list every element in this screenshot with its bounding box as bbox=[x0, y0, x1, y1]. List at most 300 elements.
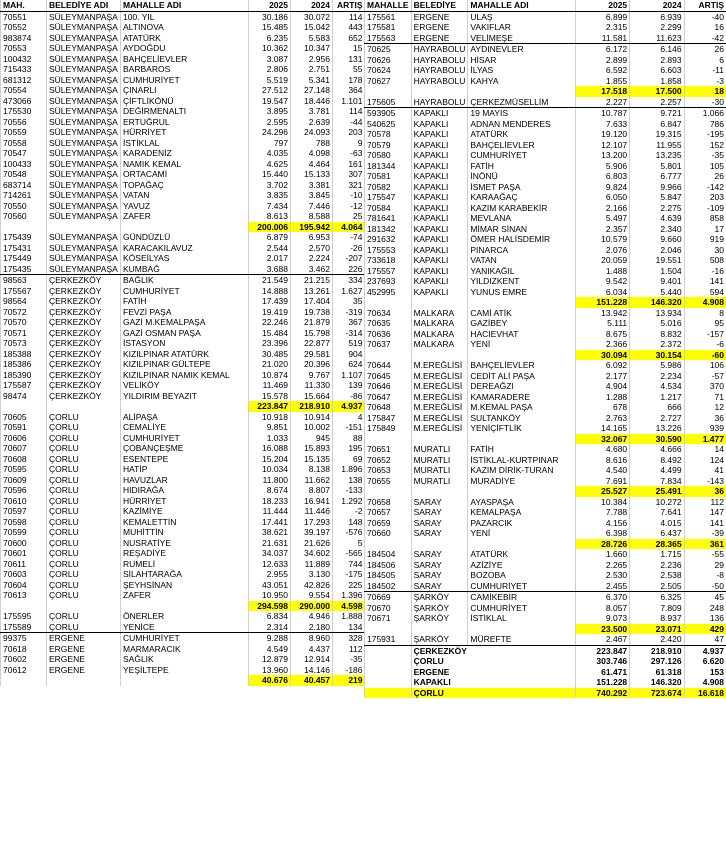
table-cell: 4.035 bbox=[249, 148, 291, 159]
table-cell: 175557 bbox=[365, 266, 412, 277]
table-row bbox=[1, 275, 365, 286]
table-cell: ÇERKEZKÖY bbox=[47, 391, 121, 402]
table-cell: SÜLEYMANPAŞA bbox=[47, 232, 121, 243]
table-cell: YENİ bbox=[468, 339, 575, 350]
column-header: MAH. bbox=[1, 0, 47, 11]
table-row bbox=[1, 243, 365, 254]
table-cell: 70581 bbox=[365, 171, 412, 182]
table-cell: 70604 bbox=[1, 580, 47, 591]
table-cell: 70636 bbox=[365, 329, 412, 340]
table-cell: KAZIM KARABEKİR bbox=[468, 203, 575, 214]
table-cell: 1.888 bbox=[333, 611, 365, 622]
table-cell bbox=[468, 486, 575, 497]
table-row bbox=[1, 517, 365, 528]
subtotal-row bbox=[365, 297, 726, 308]
table-row bbox=[1, 644, 365, 655]
table-row bbox=[365, 592, 726, 603]
table-cell: -44 bbox=[333, 117, 365, 128]
table-cell: 3.835 bbox=[249, 190, 291, 201]
table-cell: İSMET PAŞA bbox=[468, 182, 575, 193]
summary-2025: 303.746 bbox=[575, 656, 629, 667]
table-cell: SÜLEYMANPAŞA bbox=[47, 64, 121, 75]
table-cell: 16.088 bbox=[249, 443, 291, 454]
table-cell: DEĞİRMENALTI bbox=[121, 106, 249, 117]
table-row bbox=[365, 581, 726, 592]
table-cell: YANIKAĞIL bbox=[468, 266, 575, 277]
table-row bbox=[1, 180, 365, 191]
table-row bbox=[365, 549, 726, 560]
column-header: MAHALLE ADI bbox=[121, 0, 249, 11]
table-row bbox=[365, 287, 726, 298]
table-cell: 112 bbox=[333, 644, 365, 655]
table-cell bbox=[1, 222, 47, 233]
table-cell: ÇERKEZKÖY bbox=[47, 338, 121, 349]
table-cell: 2.372 bbox=[630, 339, 684, 350]
summary-diff: 6.620 bbox=[684, 656, 726, 667]
table-cell: 8.616 bbox=[575, 455, 629, 466]
table-cell: 131 bbox=[333, 54, 365, 65]
table-cell: 70572 bbox=[1, 307, 47, 318]
table-cell: SÜLEYMANPAŞA bbox=[47, 138, 121, 149]
subtotal-row bbox=[365, 350, 726, 361]
table-cell: ÇİFTLİKÖNÜ bbox=[121, 96, 249, 107]
table-cell: KAPAKLI bbox=[411, 203, 468, 214]
table-cell: YEŞİLTEPE bbox=[121, 665, 249, 676]
table-cell: ERGENE bbox=[411, 22, 468, 33]
grand-total-diff: 16.618 bbox=[684, 688, 726, 699]
table-cell bbox=[1, 401, 47, 412]
table-cell: YAVUZ bbox=[121, 201, 249, 212]
table-row bbox=[365, 76, 726, 87]
table-cell: 70626 bbox=[365, 55, 412, 66]
table-cell: HIDIRAĞA bbox=[121, 485, 249, 496]
table-cell: 1.477 bbox=[684, 434, 726, 445]
table-cell: SARAY bbox=[411, 507, 468, 518]
table-cell: 175435 bbox=[1, 264, 47, 275]
table-row bbox=[1, 349, 365, 360]
table-cell bbox=[365, 624, 412, 635]
table-row bbox=[365, 613, 726, 624]
table-row bbox=[365, 339, 726, 350]
table-cell: KAPAKLI bbox=[411, 140, 468, 151]
table-row bbox=[365, 171, 726, 182]
table-row bbox=[1, 148, 365, 159]
table-row bbox=[1, 296, 365, 307]
table-row bbox=[365, 255, 726, 266]
table-row bbox=[365, 507, 726, 518]
table-cell: 70601 bbox=[1, 548, 47, 559]
table-cell: 181342 bbox=[365, 224, 412, 235]
table-cell: RUMELİ bbox=[121, 559, 249, 570]
table-cell: 13.235 bbox=[630, 150, 684, 161]
table-cell: ŞARKÖY bbox=[411, 592, 468, 603]
table-cell: KAPAKLI bbox=[411, 171, 468, 182]
table-cell: 4 bbox=[333, 412, 365, 423]
table-cell: 7.788 bbox=[575, 507, 629, 518]
table-row bbox=[365, 266, 726, 277]
table-cell: 70669 bbox=[365, 592, 412, 603]
table-cell: 1.101 bbox=[333, 96, 365, 107]
table-cell: 4.534 bbox=[630, 381, 684, 392]
table-cell: 2.315 bbox=[575, 22, 629, 33]
table-cell: -11 bbox=[684, 65, 726, 76]
table-cell: ÖNERLER bbox=[121, 611, 249, 622]
table-cell: HAVUZLAR bbox=[121, 475, 249, 486]
table-cell: 7.641 bbox=[630, 507, 684, 518]
table-row bbox=[1, 464, 365, 475]
table-row bbox=[365, 570, 726, 581]
table-row bbox=[365, 22, 726, 33]
table-cell: BARBAROS bbox=[121, 64, 249, 75]
table-cell: 43.051 bbox=[249, 580, 291, 591]
table-cell: -565 bbox=[333, 548, 365, 559]
table-cell: 14.888 bbox=[249, 286, 291, 297]
table-cell: SİLAHTARAĞA bbox=[121, 569, 249, 580]
table-cell: SÜLEYMANPAŞA bbox=[47, 117, 121, 128]
table-cell: HATİP bbox=[121, 464, 249, 475]
table-cell bbox=[365, 539, 412, 550]
table-cell: 23.500 bbox=[575, 624, 629, 635]
table-cell: 175589 bbox=[1, 622, 47, 633]
table-cell: ÇORLU bbox=[47, 464, 121, 475]
table-cell: 10.787 bbox=[575, 108, 629, 119]
table-cell: 1.627 bbox=[333, 286, 365, 297]
table-cell: 30.094 bbox=[575, 350, 629, 361]
table-cell: 29.581 bbox=[291, 349, 333, 360]
table-cell bbox=[365, 656, 412, 667]
summary-2024: 61.318 bbox=[630, 667, 684, 678]
table-row bbox=[1, 433, 365, 444]
table-cell: 70611 bbox=[1, 559, 47, 570]
table-row bbox=[1, 548, 365, 559]
table-cell: HACIEVHAT bbox=[468, 329, 575, 340]
table-cell: -74 bbox=[333, 232, 365, 243]
summary-name: ÇORLU bbox=[411, 656, 575, 667]
table-cell bbox=[121, 675, 249, 686]
table-cell: 175553 bbox=[365, 245, 412, 256]
table-cell: ORTACAMİ bbox=[121, 169, 249, 180]
table-cell: SÜLEYMANPAŞA bbox=[47, 85, 121, 96]
table-cell: 5.906 bbox=[575, 161, 629, 172]
table-cell: -314 bbox=[333, 328, 365, 339]
table-cell: ÇINARLI bbox=[121, 85, 249, 96]
table-cell: 5.847 bbox=[630, 192, 684, 203]
table-cell: 2.505 bbox=[630, 581, 684, 592]
table-cell: 624 bbox=[333, 359, 365, 370]
table-cell: SÜLEYMANPAŞA bbox=[47, 180, 121, 191]
table-cell: 714261 bbox=[1, 190, 47, 201]
subtotal-row bbox=[365, 434, 726, 445]
table-cell: M.EREĞLİSİ bbox=[411, 402, 468, 413]
table-cell: MÜREFTE bbox=[468, 634, 575, 645]
table-cell: 70553 bbox=[1, 43, 47, 54]
column-header: 2024 bbox=[291, 0, 333, 11]
table-cell: 195 bbox=[333, 443, 365, 454]
table-cell: İSTİKLAL bbox=[468, 613, 575, 624]
table-cell: 70658 bbox=[365, 497, 412, 508]
table-cell: M.EREĞLİSİ bbox=[411, 423, 468, 434]
table-cell: 70580 bbox=[365, 150, 412, 161]
table-cell: 42.826 bbox=[291, 580, 333, 591]
table-cell: ÇERKEZKÖY bbox=[47, 328, 121, 339]
table-cell: REŞADİYE bbox=[121, 548, 249, 559]
table-cell: ÇERKEZMÜSELLİM bbox=[468, 97, 575, 108]
summary-2025: 61.471 bbox=[575, 667, 629, 678]
table-cell: 6.235 bbox=[249, 33, 291, 44]
table-cell: 40.457 bbox=[291, 675, 333, 686]
table-cell: MURATLI bbox=[411, 444, 468, 455]
table-cell: -42 bbox=[684, 33, 726, 44]
table-cell: 1.855 bbox=[575, 76, 629, 87]
table-cell: 1.066 bbox=[684, 108, 726, 119]
table-cell: 2.595 bbox=[249, 117, 291, 128]
table-cell: 70607 bbox=[1, 443, 47, 454]
table-cell: -2 bbox=[333, 506, 365, 517]
table-cell: MURATLI bbox=[411, 465, 468, 476]
table-cell: 152 bbox=[684, 140, 726, 151]
table-cell: 5.519 bbox=[249, 75, 291, 86]
table-cell: 3.381 bbox=[291, 180, 333, 191]
table-cell: 681312 bbox=[1, 75, 47, 86]
table-cell: 38.621 bbox=[249, 527, 291, 538]
table-cell: 8.138 bbox=[291, 464, 333, 475]
table-cell: 39.197 bbox=[291, 527, 333, 538]
table-cell: 2.076 bbox=[575, 245, 629, 256]
table-cell: SÜLEYMANPAŞA bbox=[47, 11, 121, 22]
table-cell: 9.554 bbox=[291, 590, 333, 601]
table-cell: 4.064 bbox=[333, 222, 365, 233]
table-cell: 47 bbox=[684, 634, 726, 645]
table-cell: KÖSEİLYAS bbox=[121, 253, 249, 264]
table-cell: MİMAR SİNAN bbox=[468, 224, 575, 235]
table-cell: SARAY bbox=[411, 497, 468, 508]
table-cell: 10.918 bbox=[249, 412, 291, 423]
table-cell: 3.688 bbox=[249, 264, 291, 275]
table-cell: YENİ bbox=[468, 528, 575, 539]
table-cell: 8.492 bbox=[630, 455, 684, 466]
table-cell: 5.801 bbox=[630, 161, 684, 172]
subtotal-row bbox=[365, 86, 726, 97]
table-cell: 70610 bbox=[1, 496, 47, 507]
table-cell: ÇORLU bbox=[47, 527, 121, 538]
table-cell: 307 bbox=[333, 169, 365, 180]
table-cell: 36 bbox=[684, 486, 726, 497]
table-cell: VELİMEŞE bbox=[468, 33, 575, 44]
table-cell: 70556 bbox=[1, 117, 47, 128]
table-cell: 105 bbox=[684, 161, 726, 172]
table-cell: ÇERKEZKÖY bbox=[47, 380, 121, 391]
table-cell bbox=[47, 675, 121, 686]
table-cell: 4.946 bbox=[291, 611, 333, 622]
table-cell bbox=[411, 624, 468, 635]
table-cell: 4.464 bbox=[291, 159, 333, 170]
table-cell: 19.547 bbox=[249, 96, 291, 107]
summary-row bbox=[365, 677, 726, 688]
table-cell bbox=[411, 486, 468, 497]
table-cell: KAPAKLI bbox=[411, 287, 468, 298]
subtotal-row bbox=[1, 401, 365, 412]
subtotal-row bbox=[1, 222, 365, 233]
table-cell: 70612 bbox=[1, 665, 47, 676]
table-cell: 12.633 bbox=[249, 559, 291, 570]
table-cell: BAĞLIK bbox=[121, 275, 249, 286]
table-cell: ÇERKEZKÖY bbox=[47, 317, 121, 328]
table-cell: ÇORLU bbox=[47, 622, 121, 633]
table-row bbox=[1, 412, 365, 423]
table-cell: 71 bbox=[684, 392, 726, 403]
table-cell: 652 bbox=[333, 33, 365, 44]
table-cell: AZİZİYE bbox=[468, 560, 575, 571]
table-cell: 248 bbox=[684, 603, 726, 614]
table-row bbox=[1, 307, 365, 318]
table-cell: 17.293 bbox=[291, 517, 333, 528]
table-cell: 70571 bbox=[1, 328, 47, 339]
summary-name: KAPAKLI bbox=[411, 677, 575, 688]
table-cell: SÜLEYMANPAŞA bbox=[47, 148, 121, 159]
table-cell: 70609 bbox=[1, 475, 47, 486]
table-row bbox=[365, 360, 726, 371]
table-cell: 70644 bbox=[365, 360, 412, 371]
table-cell: 7.633 bbox=[575, 119, 629, 130]
table-row bbox=[1, 590, 365, 601]
table-row bbox=[365, 108, 726, 119]
table-cell: KAPAKLI bbox=[411, 255, 468, 266]
table-cell: 70560 bbox=[1, 211, 47, 222]
table-cell: 28.726 bbox=[575, 539, 629, 550]
table-row bbox=[1, 443, 365, 454]
table-row bbox=[365, 182, 726, 193]
grand-total-row bbox=[365, 688, 726, 699]
table-cell: İSTASYON bbox=[121, 338, 249, 349]
table-cell: 175563 bbox=[365, 33, 412, 44]
table-cell: SARAY bbox=[411, 518, 468, 529]
table-row bbox=[365, 497, 726, 508]
table-cell: ERGENE bbox=[47, 654, 121, 665]
table-row bbox=[1, 190, 365, 201]
table-cell: -12 bbox=[333, 201, 365, 212]
table-cell: 8.057 bbox=[575, 603, 629, 614]
table-cell: 70603 bbox=[1, 569, 47, 580]
table-cell: İSTİKLAL bbox=[121, 138, 249, 149]
table-cell: 20.059 bbox=[575, 255, 629, 266]
table-cell: ADNAN MENDERES bbox=[468, 119, 575, 130]
table-cell: CUMHURİYET bbox=[121, 633, 249, 644]
table-cell: MURADİYE bbox=[468, 476, 575, 487]
table-cell: SÜLEYMANPAŞA bbox=[47, 96, 121, 107]
table-cell bbox=[365, 297, 412, 308]
table-cell: 55 bbox=[333, 64, 365, 75]
table-cell: 23.396 bbox=[249, 338, 291, 349]
table-cell: 2.177 bbox=[575, 371, 629, 382]
table-cell: 2.314 bbox=[249, 622, 291, 633]
table-cell: 70554 bbox=[1, 85, 47, 96]
table-cell: BAHÇELİEVLER bbox=[468, 360, 575, 371]
table-cell: CEDİT ALİ PAŞA bbox=[468, 371, 575, 382]
table-cell: 4.937 bbox=[333, 401, 365, 412]
table-row bbox=[1, 264, 365, 275]
table-cell: 175931 bbox=[365, 634, 412, 645]
table-row bbox=[1, 454, 365, 465]
table-cell: 11.662 bbox=[291, 475, 333, 486]
table-cell: SÜLEYMANPAŞA bbox=[47, 159, 121, 170]
table-cell bbox=[468, 434, 575, 445]
table-row bbox=[365, 318, 726, 329]
table-row bbox=[1, 127, 365, 138]
table-cell: -319 bbox=[333, 307, 365, 318]
table-cell bbox=[411, 86, 468, 97]
table-cell: 175581 bbox=[365, 22, 412, 33]
table-row bbox=[1, 391, 365, 402]
table-cell: MALKARA bbox=[411, 318, 468, 329]
table-cell: 70635 bbox=[365, 318, 412, 329]
table-row bbox=[1, 169, 365, 180]
summary-2025: 223.847 bbox=[575, 645, 629, 656]
table-cell bbox=[468, 350, 575, 361]
table-cell: M.EREĞLİSİ bbox=[411, 392, 468, 403]
table-cell: CAMİ ATİK bbox=[468, 308, 575, 319]
table-cell: 10.384 bbox=[575, 497, 629, 508]
table-cell: ÇERKEZKÖY bbox=[47, 286, 121, 297]
table-cell: ZAFER bbox=[121, 590, 249, 601]
summary-diff: 4.908 bbox=[684, 677, 726, 688]
table-cell: 6.398 bbox=[575, 528, 629, 539]
table-cell: 1.288 bbox=[575, 392, 629, 403]
table-row bbox=[1, 622, 365, 633]
table-cell: 70605 bbox=[1, 412, 47, 423]
summary-diff: 153 bbox=[684, 667, 726, 678]
table-row bbox=[1, 569, 365, 580]
table-row bbox=[365, 33, 726, 44]
table-cell: 26 bbox=[684, 171, 726, 182]
table-cell: 361 bbox=[684, 539, 726, 550]
table-cell: SÜLEYMANPAŞA bbox=[47, 43, 121, 54]
table-cell: 1.292 bbox=[333, 496, 365, 507]
table-cell: KAPAKLI bbox=[411, 276, 468, 287]
summary-2024: 218.910 bbox=[630, 645, 684, 656]
table-row bbox=[365, 444, 726, 455]
table-cell: 540625 bbox=[365, 119, 412, 130]
table-cell: 15.440 bbox=[249, 169, 291, 180]
right-table bbox=[364, 0, 726, 698]
table-cell: 175561 bbox=[365, 11, 412, 22]
table-cell bbox=[468, 539, 575, 550]
table-row bbox=[1, 138, 365, 149]
table-cell: 141 bbox=[684, 518, 726, 529]
table-cell: 70652 bbox=[365, 455, 412, 466]
table-cell: 70634 bbox=[365, 308, 412, 319]
table-cell: 203 bbox=[684, 192, 726, 203]
table-cell: 11.889 bbox=[291, 559, 333, 570]
table-cell: 175530 bbox=[1, 106, 47, 117]
table-cell: 70646 bbox=[365, 381, 412, 392]
table-cell: ERGENE bbox=[47, 633, 121, 644]
table-cell: 6.879 bbox=[249, 232, 291, 243]
table-cell: 70598 bbox=[1, 517, 47, 528]
table-cell: 175439 bbox=[1, 232, 47, 243]
table-cell: 8.937 bbox=[630, 613, 684, 624]
table-cell: 3.130 bbox=[291, 569, 333, 580]
table-cell: 858 bbox=[684, 213, 726, 224]
table-cell: 70625 bbox=[365, 44, 412, 55]
subtotal-row bbox=[1, 675, 365, 686]
table-cell: 27.148 bbox=[291, 85, 333, 96]
table-cell: 2.227 bbox=[575, 97, 629, 108]
table-cell: 98564 bbox=[1, 296, 47, 307]
table-row bbox=[365, 65, 726, 76]
table-cell: HAYRABOLU bbox=[411, 76, 468, 87]
table-cell: 24.296 bbox=[249, 127, 291, 138]
table-cell: 9.542 bbox=[575, 276, 629, 287]
